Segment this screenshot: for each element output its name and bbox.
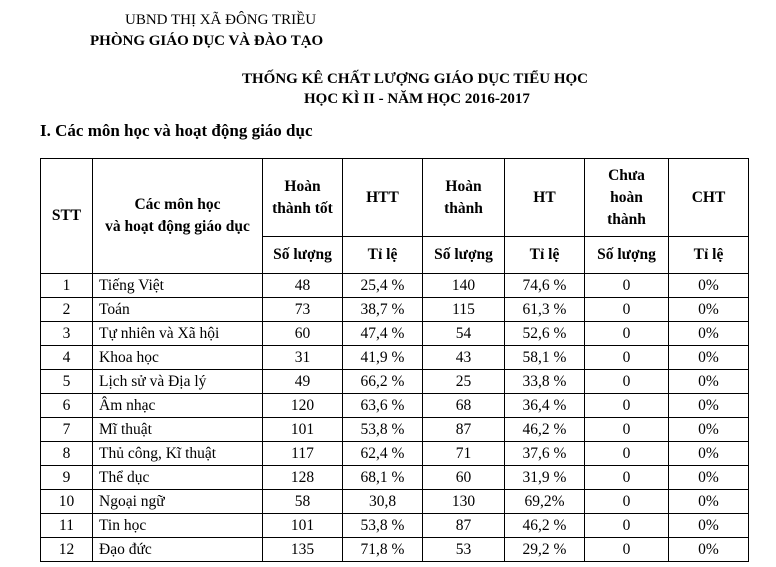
cht-rate-cell: 0% [669, 442, 749, 466]
table-row [41, 394, 749, 418]
cht-rate-cell: 0% [669, 538, 749, 562]
htt-label-line2: thành tốt [272, 199, 333, 217]
ht-rate-cell: 36,4 % [505, 394, 585, 418]
htt-count-cell: 31 [263, 346, 343, 370]
ht-rate-cell: 61,3 % [505, 298, 585, 322]
htt-code-header: HTT [343, 159, 423, 237]
ht-code-header: HT [505, 159, 585, 237]
htt-rate-cell: 41,9 % [343, 346, 423, 370]
htt-rate-cell: 71,8 % [343, 538, 423, 562]
cht-count-cell: 0 [585, 394, 669, 418]
htt-count-cell: 101 [263, 514, 343, 538]
stt-cell: 9 [41, 466, 93, 490]
ht-rate-cell: 33,8 % [505, 370, 585, 394]
cht-count-cell: 0 [585, 274, 669, 298]
ht-count-cell: 87 [423, 514, 505, 538]
table-row [41, 370, 749, 394]
ht-count-cell: 60 [423, 466, 505, 490]
ht-rate-cell: 37,6 % [505, 442, 585, 466]
stt-cell: 8 [41, 442, 93, 466]
section-title: I. Các môn học và hoạt động giáo dục [40, 121, 313, 140]
stt-cell: 11 [41, 514, 93, 538]
cht-count-header: Số lượng [585, 237, 669, 274]
subject-cell: Thủ công, Kĩ thuật [93, 442, 263, 466]
htt-count-cell: 120 [263, 394, 343, 418]
cht-count-cell: 0 [585, 490, 669, 514]
ht-rate-cell: 52,6 % [505, 322, 585, 346]
stt-cell: 1 [41, 274, 93, 298]
stt-cell: 6 [41, 394, 93, 418]
cht-rate-cell: 0% [669, 346, 749, 370]
cht-count-cell: 0 [585, 466, 669, 490]
ht-count-cell: 115 [423, 298, 505, 322]
table-row [41, 346, 749, 370]
cht-rate-cell: 0% [669, 322, 749, 346]
header-row-groups [41, 159, 749, 237]
subject-header [93, 159, 263, 274]
cht-rate-cell: 0% [669, 394, 749, 418]
cht-count-cell: 0 [585, 298, 669, 322]
cht-rate-cell: 0% [669, 274, 749, 298]
ht-count-header: Số lượng [423, 237, 505, 274]
stt-cell: 2 [41, 298, 93, 322]
report-subtitle: HỌC KÌ II - NĂM HỌC 2016-2017 [304, 91, 530, 107]
htt-rate-cell: 68,1 % [343, 466, 423, 490]
subject-header-line2: và hoạt động giáo dục [105, 218, 250, 235]
cht-code-header: CHT [669, 159, 749, 237]
report-title: THỐNG KÊ CHẤT LƯỢNG GIÁO DỤC TIỂU HỌC [242, 71, 589, 87]
table-row [41, 298, 749, 322]
cht-rate-header: Tỉ lệ [669, 237, 749, 274]
stt-header: STT [41, 159, 93, 274]
subject-cell: Tin học [93, 514, 263, 538]
agency-name: UBND THỊ XÃ ĐÔNG TRIỀU [125, 12, 317, 28]
subject-cell: Toán [93, 298, 263, 322]
htt-group-header [263, 159, 343, 237]
stt-cell: 5 [41, 370, 93, 394]
htt-rate-cell: 53,8 % [343, 418, 423, 442]
quality-statistics-table [40, 158, 749, 562]
htt-rate-cell: 66,2 % [343, 370, 423, 394]
htt-count-cell: 101 [263, 418, 343, 442]
stt-cell: 3 [41, 322, 93, 346]
cht-rate-cell: 0% [669, 490, 749, 514]
htt-rate-cell: 62,4 % [343, 442, 423, 466]
ht-count-cell: 43 [423, 346, 505, 370]
htt-count-cell: 128 [263, 466, 343, 490]
subject-cell: Tiếng Việt [93, 274, 263, 298]
ht-rate-cell: 69,2% [505, 490, 585, 514]
htt-rate-cell: 63,6 % [343, 394, 423, 418]
htt-label-line1: Hoàn [284, 177, 321, 195]
cht-count-cell: 0 [585, 346, 669, 370]
table-row [41, 418, 749, 442]
htt-count-header: Số lượng [263, 237, 343, 274]
ht-count-cell: 53 [423, 538, 505, 562]
cht-label-line1: Chưa [608, 166, 645, 184]
ht-rate-header: Tỉ lệ [505, 237, 585, 274]
subject-cell: Thể dục [93, 466, 263, 490]
subject-cell: Lịch sử và Địa lý [93, 370, 263, 394]
ht-count-cell: 140 [423, 274, 505, 298]
ht-count-cell: 87 [423, 418, 505, 442]
ht-rate-cell: 74,6 % [505, 274, 585, 298]
ht-rate-cell: 58,1 % [505, 346, 585, 370]
htt-count-cell: 135 [263, 538, 343, 562]
cht-rate-cell: 0% [669, 418, 749, 442]
cht-rate-cell: 0% [669, 514, 749, 538]
stt-cell: 4 [41, 346, 93, 370]
table-row [41, 442, 749, 466]
htt-count-cell: 49 [263, 370, 343, 394]
cht-count-cell: 0 [585, 538, 669, 562]
ht-label-line1: Hoàn [445, 177, 482, 195]
cht-count-cell: 0 [585, 322, 669, 346]
htt-count-cell: 60 [263, 322, 343, 346]
ht-count-cell: 54 [423, 322, 505, 346]
table-row [41, 490, 749, 514]
ht-rate-cell: 29,2 % [505, 538, 585, 562]
ht-count-cell: 71 [423, 442, 505, 466]
htt-count-cell: 73 [263, 298, 343, 322]
cht-rate-cell: 0% [669, 298, 749, 322]
subject-cell: Tự nhiên và Xã hội [93, 322, 263, 346]
htt-rate-cell: 38,7 % [343, 298, 423, 322]
ht-count-cell: 25 [423, 370, 505, 394]
subject-cell: Đạo đức [93, 538, 263, 562]
table-row [41, 274, 749, 298]
cht-label-line2: hoàn [610, 188, 643, 206]
department-name: PHÒNG GIÁO DỤC VÀ ĐÀO TẠO [90, 33, 324, 49]
ht-rate-cell: 46,2 % [505, 514, 585, 538]
htt-rate-cell: 53,8 % [343, 514, 423, 538]
cht-rate-cell: 0% [669, 370, 749, 394]
ht-count-cell: 68 [423, 394, 505, 418]
cht-count-cell: 0 [585, 514, 669, 538]
cht-group-header [585, 159, 669, 237]
htt-rate-cell: 47,4 % [343, 322, 423, 346]
cht-rate-cell: 0% [669, 466, 749, 490]
ht-rate-cell: 46,2 % [505, 418, 585, 442]
htt-rate-cell: 25,4 % [343, 274, 423, 298]
subject-cell: Âm nhạc [93, 394, 263, 418]
subject-cell: Mĩ thuật [93, 418, 263, 442]
stt-cell: 10 [41, 490, 93, 514]
cht-count-cell: 0 [585, 442, 669, 466]
subject-cell: Khoa học [93, 346, 263, 370]
ht-rate-cell: 31,9 % [505, 466, 585, 490]
htt-rate-header: Tỉ lệ [343, 237, 423, 274]
table-row [41, 538, 749, 562]
htt-count-cell: 58 [263, 490, 343, 514]
htt-count-cell: 117 [263, 442, 343, 466]
table-row [41, 322, 749, 346]
cht-count-cell: 0 [585, 370, 669, 394]
stt-cell: 12 [41, 538, 93, 562]
table-row [41, 466, 749, 490]
table-row [41, 514, 749, 538]
subject-header-line1: Các môn học [134, 196, 221, 213]
ht-label-line2: thành [444, 199, 483, 217]
htt-rate-cell: 30,8 [343, 490, 423, 514]
ht-group-header [423, 159, 505, 237]
cht-count-cell: 0 [585, 418, 669, 442]
subject-cell: Ngoại ngữ [93, 490, 263, 514]
ht-count-cell: 130 [423, 490, 505, 514]
htt-count-cell: 48 [263, 274, 343, 298]
stt-cell: 7 [41, 418, 93, 442]
cht-label-line3: thành [607, 210, 646, 228]
